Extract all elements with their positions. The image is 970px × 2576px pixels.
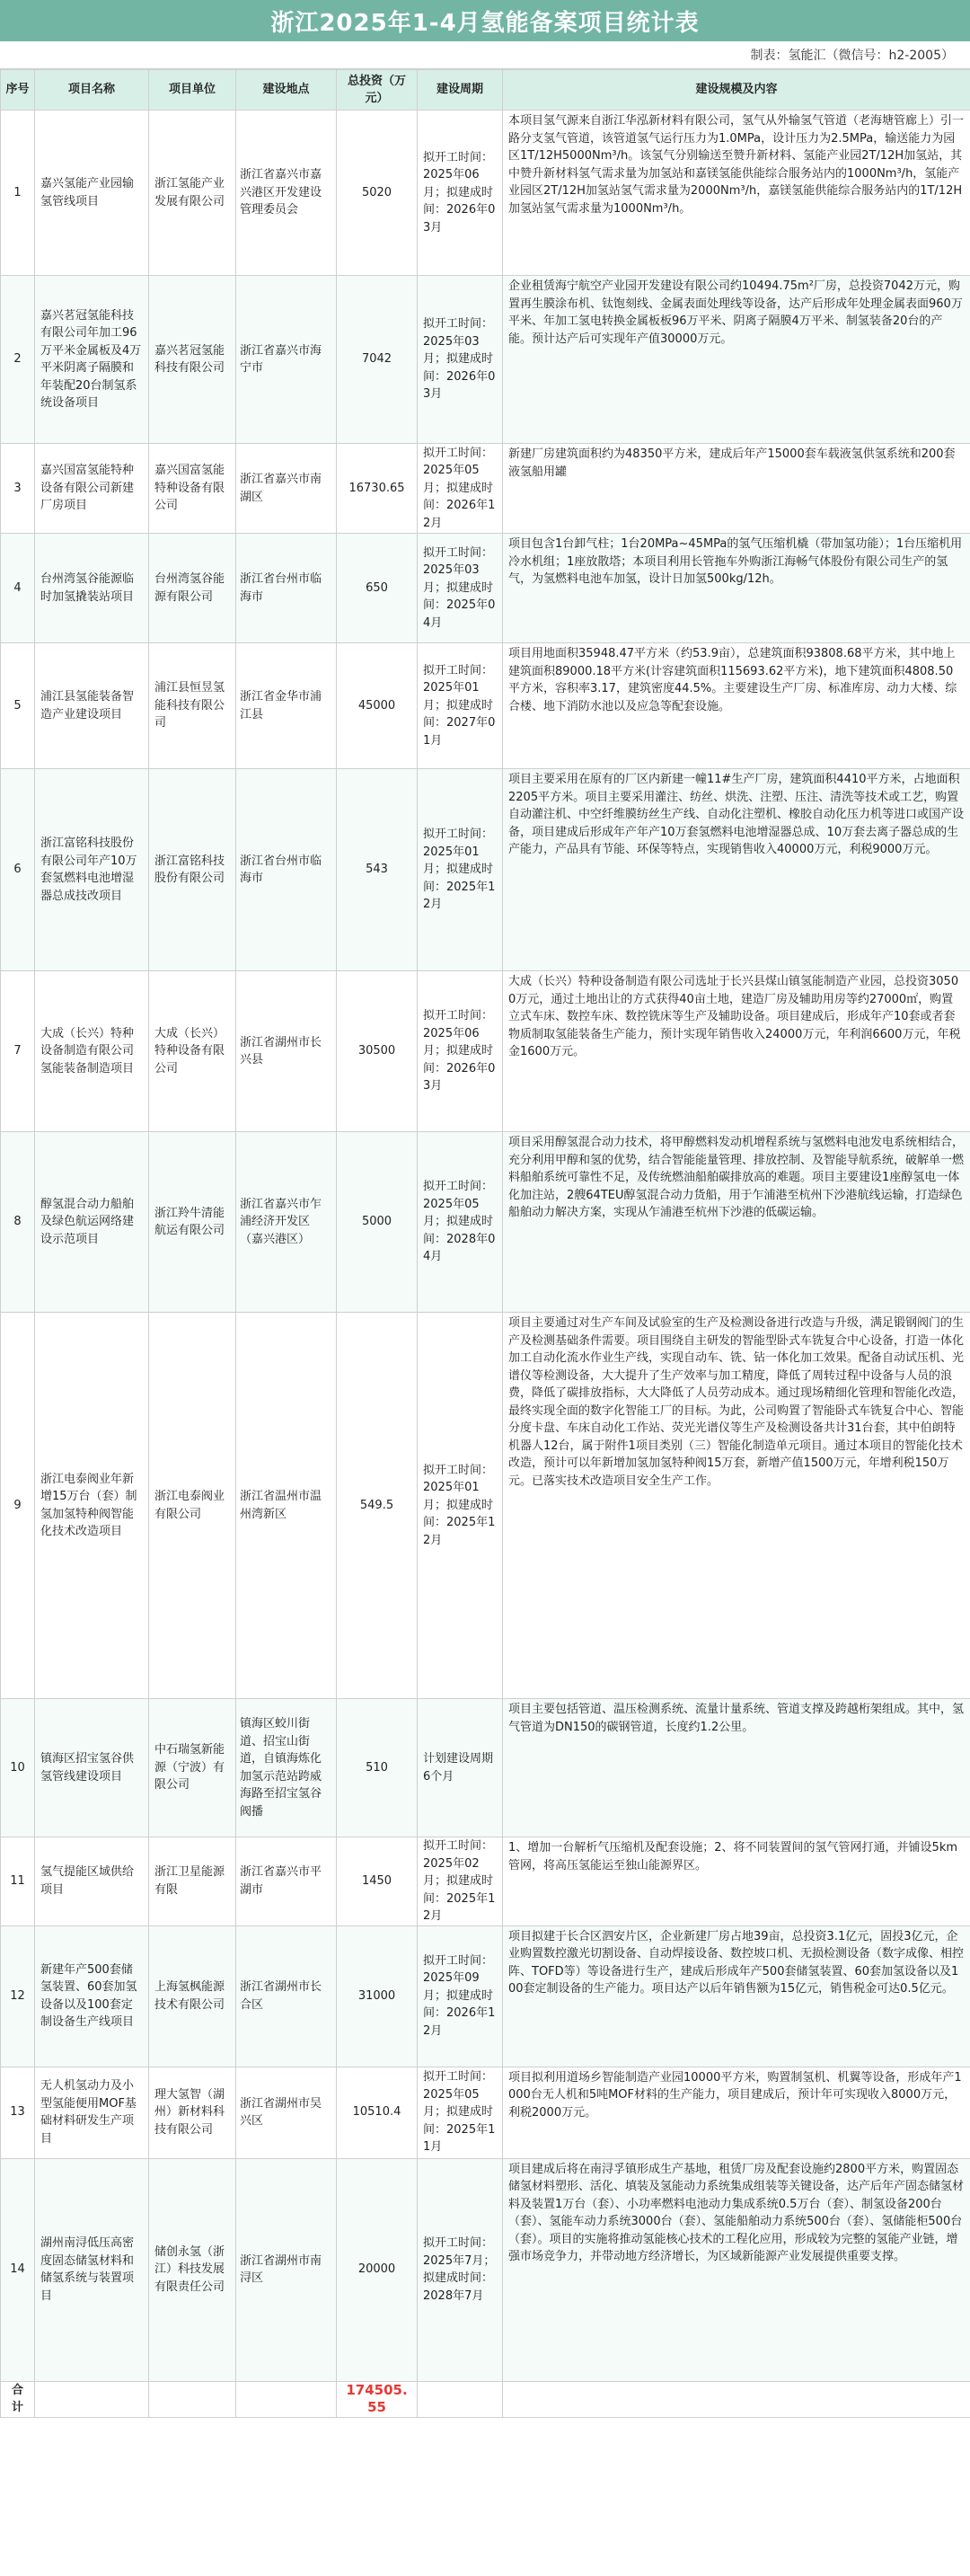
row-location: 浙江省嘉兴市平湖市	[236, 1837, 337, 1926]
row-no: 12	[1, 1925, 35, 2067]
row-investment: 5020	[337, 111, 418, 276]
row-no: 14	[1, 2158, 35, 2381]
row-period: 拟开工时间：2025年05月；拟建成时间：2025年11月	[418, 2067, 503, 2158]
row-no: 8	[1, 1132, 35, 1313]
row-scale: 新建厂房建筑面积约为48350平方米，建成后年产15000套车载液氢供氢系统和200套液氢船用罐	[503, 444, 970, 534]
row-scale: 大成（长兴）特种设备制造有限公司选址于长兴县煤山镇氢能制造产业园，总投资30500万元，通过土地出让的方式获得40亩土地，建造厂房及辅助用房等约27000㎡，购置立式车床、数控车床、数控铣床等生产及辅助设备。项目建成后，形成年产10套或者套物质制取氢能装备生产能力，预计实现年销售收入24000万元，年利润6600万元，年税金1600万元。	[503, 971, 970, 1132]
row-project-name: 台州湾氢谷能源临时加氢撬装站项目	[35, 534, 149, 643]
row-investment: 16730.65	[337, 444, 418, 534]
total-label: 合计	[1, 2381, 35, 2417]
row-no: 13	[1, 2067, 35, 2158]
row-no: 6	[1, 769, 35, 971]
row-location: 浙江省湖州市长兴县	[236, 971, 337, 1132]
row-investment: 549.5	[337, 1313, 418, 1699]
row-project-unit: 台州湾氢谷能源有限公司	[149, 534, 236, 643]
row-no: 2	[1, 276, 35, 444]
row-location: 浙江省湖州市长合区	[236, 1925, 337, 2067]
row-period: 计划建设周期6个月	[418, 1699, 503, 1837]
row-investment: 510	[337, 1699, 418, 1837]
row-investment: 650	[337, 534, 418, 643]
row-period: 拟开工时间：2025年06月；拟建成时间：2026年03月	[418, 971, 503, 1132]
row-investment: 30500	[337, 971, 418, 1132]
table-row	[1, 1837, 970, 1926]
row-investment: 7042	[337, 276, 418, 444]
row-location: 浙江省湖州市吴兴区	[236, 2067, 337, 2158]
total-investment: 174505.55	[337, 2381, 418, 2417]
row-scale: 项目包含1台卸气柱；1台20MPa~45MPa的氢气压缩机橇（带加氢功能）；1台压缩机用冷水机组；1座放散塔；本项目利用长管拖车外购浙江海畅气体股份有限公司生产的氢气，为氢燃料电池车加氢，设计日加氢500kg/12h。	[503, 534, 970, 643]
header-location: 建设地点	[236, 70, 337, 111]
row-scale: 项目采用醇氢混合动力技术，将甲醇燃料发动机增程系统与氢燃料电池发电系统相结合，充分利用甲醇和氢的优势，结合智能能量管理、排放控制、及智能导航系统，破解单一燃料船舶系统可靠性不足，及传统燃油船舶碳排放高的难题。项目主要建设1座醇氢电一体化加注站，2艘64TEU醇氢混合动力货船，用于乍浦港至杭州下沙港航线运输，打造绿色船舶动力解决方案，实现从乍浦港至杭州下沙港的低碳运输。	[503, 1132, 970, 1313]
row-period: 拟开工时间：2025年03月；拟建成时间：2025年04月	[418, 534, 503, 643]
row-project-unit: 浦江县恒昱氢能科技有限公司	[149, 643, 236, 769]
row-period: 拟开工时间：2025年01月；拟建成时间：2025年12月	[418, 1313, 503, 1699]
table-row	[1, 1925, 970, 2067]
row-investment: 45000	[337, 643, 418, 769]
row-project-name: 嘉兴茗冠氢能科技有限公司年加工96万平米金属板及4万平米阴离子隔膜和年装配20台制氢系统设备项目	[35, 276, 149, 444]
row-project-unit: 浙江卫星能源有限	[149, 1837, 236, 1926]
row-location: 浙江省台州市临海市	[236, 534, 337, 643]
row-project-unit: 浙江富铭科技股份有限公司	[149, 769, 236, 971]
row-investment: 1450	[337, 1837, 418, 1926]
row-location: 浙江省湖州市南浔区	[236, 2158, 337, 2381]
row-scale: 项目用地面积35948.47平方米（约53.9亩），总建筑面积93808.68平方米，其中地上建筑面积89000.18平方米(计容建筑面积115693.62平方米)，地下建筑面积4808.50平方米，容积率3.17，建筑密度44.5%。主要建设生产厂房、标准库房、动力大楼、综合楼、地下消防水池以及应急等配套设施。	[503, 643, 970, 769]
row-scale: 项目主要采用在原有的厂区内新建一幢11#生产厂房，建筑面积4410平方米，占地面积2205平方米。项目主要采用灌注、纺丝、烘洗、注塑、压注、清洗等技术或工艺，购置自动灌注机、中空纤维膜纺丝生产线、自动化注塑机、橡胶自动化压力机等进口或国产设备，项目建成后形成年产年产10万套氢燃料电池增湿器总成、10万套去离子器总成的生产能力，产品具有节能、环保等特点，实现销售收入40000万元，利税9000万元。	[503, 769, 970, 971]
row-location: 浙江省嘉兴市海宁市	[236, 276, 337, 444]
row-project-name: 醇氢混合动力船舶及绿色航运网络建设示范项目	[35, 1132, 149, 1313]
table-maker-note: 制表：氢能汇（微信号：h2-2005）	[0, 41, 970, 69]
row-scale: 项目主要包括管道、温压检测系统、流量计量系统、管道支撑及跨越桁架组成。其中，氢气管道为DN150的碳钢管道，长度约1.2公里。	[503, 1699, 970, 1837]
row-no: 1	[1, 111, 35, 276]
row-location: 浙江省台州市临海市	[236, 769, 337, 971]
row-scale: 1、增加一台解析气压缩机及配套设施；2、将不同装置间的氢气管网打通，并铺设5km管网，将高压氢能运至独山能源界区。	[503, 1837, 970, 1926]
row-investment: 20000	[337, 2158, 418, 2381]
row-no: 3	[1, 444, 35, 534]
row-investment: 543	[337, 769, 418, 971]
table-row	[1, 2158, 970, 2381]
row-project-unit: 浙江氢能产业发展有限公司	[149, 111, 236, 276]
row-project-name: 浦江县氢能装备智造产业建设项目	[35, 643, 149, 769]
header-scale: 建设规模及内容	[503, 70, 970, 111]
row-period: 拟开工时间：2025年05月；拟建成时间：2028年04月	[418, 1132, 503, 1313]
row-period: 拟开工时间：2025年02月；拟建成时间：2025年12月	[418, 1837, 503, 1926]
row-period: 拟开工时间：2025年01月；拟建成时间：2027年01月	[418, 643, 503, 769]
row-no: 11	[1, 1837, 35, 1926]
table-row	[1, 534, 970, 643]
row-scale: 项目主要通过对生产车间及试验室的生产及检测设备进行改造与升级，满足锻钢阀门的生产及检测基础条件需要。项目围绕自主研发的智能型卧式车铣复合中心设备，打造一体化加工自动化流水作业生产线，实现自动车、铣、钻一体化加工效果。配备自动试压机、光谱仪等检测设备，大大提升了生产效率与加工精度，降低了周转过程中设备与人员的浪费，降低了碳排放指标，大大降低了人员劳动成本。通过现场精细化管理和智能化改造，最终实现全面的数字化智能工厂的目标。为此，公司购置了智能卧式车铣复合中心、智能分度卡盘、车床自动化工作站、荧光光谱仪等生产及检测设备共计31台套，其中伯朗特机器人12台，属于附件1项目类别（三）智能化制造单元项目。通过本项目的智能化技术改造，预计可以年新增加氢加氢特种阀15万套，新增产值1500万元，年增利税150万元。已落实技术改造项目安全生产工作。	[503, 1313, 970, 1699]
row-investment: 31000	[337, 1925, 418, 2067]
row-no: 10	[1, 1699, 35, 1837]
row-project-unit: 储创永氢（浙江）科技发展有限责任公司	[149, 2158, 236, 2381]
row-project-name: 嘉兴国富氢能特种设备有限公司新建厂房项目	[35, 444, 149, 534]
row-investment: 10510.4	[337, 2067, 418, 2158]
row-project-unit: 浙江电泰阀业有限公司	[149, 1313, 236, 1699]
row-no: 7	[1, 971, 35, 1132]
table-row	[1, 1132, 970, 1313]
row-project-name: 嘉兴氢能产业园输氢管线项目	[35, 111, 149, 276]
row-period: 拟开工时间：2025年09月；拟建成时间：2026年12月	[418, 1925, 503, 2067]
table-header-row	[1, 70, 970, 111]
header-project-unit: 项目单位	[149, 70, 236, 111]
row-project-unit: 嘉兴茗冠氢能科技有限公司	[149, 276, 236, 444]
row-location: 浙江省温州市温州湾新区	[236, 1313, 337, 1699]
row-project-name: 浙江电泰阀业年新增15万台（套）制氢加氢特种阀智能化技术改造项目	[35, 1313, 149, 1699]
row-location: 浙江省嘉兴市乍浦经济开发区（嘉兴港区）	[236, 1132, 337, 1313]
row-scale: 项目建成后将在南浔孚镇形成生产基地，租赁厂房及配套设施约2800平方米，购置固态储氢材料塑形、活化、填装及氢能动力系统集成组装等关键设备，达产后年产固态储氢材料及装置1万台（套）、小功率燃料电池动力集成系统0.5万台（套）、制氢设备200台（套）、氢能车动力系统3000台（套）、氢能船舶动力系统500台（套）、氢储能柜500台（套）。项目的实施将推动氢能核心技术的工程化应用，形成较为完整的氢能产业链，增强市场竞争力，并带动地方经济增长，为区域新能源产业发展提供重要支撑。	[503, 2158, 970, 2381]
table-row	[1, 1313, 970, 1699]
table-row	[1, 444, 970, 534]
row-period: 拟开工时间：2025年05月；拟建成时间：2026年12月	[418, 444, 503, 534]
row-location: 浙江省嘉兴市南湖区	[236, 444, 337, 534]
row-location: 浙江省嘉兴市嘉兴港区开发建设管理委员会	[236, 111, 337, 276]
row-project-name: 大成（长兴）特种设备制造有限公司氢能装备制造项目	[35, 971, 149, 1132]
row-scale: 本项目氢气源来自浙江华泓新材料有限公司，氢气从外输氢气管道（老海塘管廊上）引一路分支氢气管道，该管道氢气运行压力为1.0MPa，设计压力为2.5MPa，输送能力为园区1T/12H5000Nm³/h。该氢气分别输送至赞升新材料、氢能产业园2T/12H加氢站，其中赞升新材料氢气需求量为加氢站和嘉镁氢能供能综合服务站内的1000Nm³/h，氢能产业园区2T/12H加氢站氢气需求量为2000Nm³/h，嘉镁氢能供能综合服务站内的1T/12H加氢站氢气需求量为1000Nm³/h。	[503, 111, 970, 276]
table-row	[1, 1699, 970, 1837]
row-project-name: 湖州南浔低压高密度固态储氢材料和储氢系统与装置项目	[35, 2158, 149, 2381]
row-project-unit: 大成（长兴）特种设备有限公司	[149, 971, 236, 1132]
row-project-unit: 理大氢智（湖州）新材料科技有限公司	[149, 2067, 236, 2158]
row-period: 拟开工时间：2025年7月；拟建成时间：2028年7月	[418, 2158, 503, 2381]
table-row	[1, 971, 970, 1132]
table-title: 浙江2025年1-4月氢能备案项目统计表	[0, 0, 970, 41]
row-no: 4	[1, 534, 35, 643]
header-project-name: 项目名称	[35, 70, 149, 111]
header-investment: 总投资（万元）	[337, 70, 418, 111]
header-period: 建设周期	[418, 70, 503, 111]
projects-table	[0, 69, 970, 2418]
row-scale: 企业租赁海宁航空产业园开发建设有限公司约10494.75m²厂房，总投资7042万元，购置再生膜涂布机、钛饱刻线、金属表面处理线等设备，达产后形成年处理金属表面960万平米、年加工氢电转换金属板板96万平米、阴离子隔膜4万平米、制氢装备20台的产能。预计达产后可实现年产值30000万元。	[503, 276, 970, 444]
table-row	[1, 2067, 970, 2158]
row-project-unit: 浙江羚牛清能航运有限公司	[149, 1132, 236, 1313]
row-project-name: 镇海区招宝氢谷供氢管线建设项目	[35, 1699, 149, 1837]
table-row	[1, 643, 970, 769]
row-period: 拟开工时间：2025年03月；拟建成时间：2026年03月	[418, 276, 503, 444]
row-scale: 项目拟建于长合区泗安片区，企业新建厂房占地39亩，总投资3.1亿元，固投3亿元，企业购置数控激光切割设备、自动焊接设备、数控坡口机、无损检测设备（数字成像、相控阵、TOFD等）等设备进行生产，建成后形成年产500套储氢装置、60套加氢设备以及100套定制设备的生产能力。项目达产以后年销售额为15亿元，销售税金可达0.5亿元。	[503, 1925, 970, 2067]
total-row	[1, 2381, 970, 2417]
row-location: 镇海区蛟川街道、招宝山街道，自镇海炼化加氢示范站跨威海路至招宝氢谷阀播	[236, 1699, 337, 1837]
row-project-name: 无人机氢动力及小型氢能便用MOF基础材料研发生产项目	[35, 2067, 149, 2158]
row-project-name: 浙江富铭科技股份有限公司年产10万套氢燃料电池增湿器总成技改项目	[35, 769, 149, 971]
table-row	[1, 276, 970, 444]
row-period: 拟开工时间：2025年06月；拟建成时间：2026年03月	[418, 111, 503, 276]
row-no: 5	[1, 643, 35, 769]
table-row	[1, 111, 970, 276]
row-location: 浙江省金华市浦江县	[236, 643, 337, 769]
table-row	[1, 769, 970, 971]
row-project-unit: 嘉兴国富氢能特种设备有限公司	[149, 444, 236, 534]
row-project-name: 新建年产500套储氢装置、60套加氢设备以及100套定制设备生产线项目	[35, 1925, 149, 2067]
header-no: 序号	[1, 70, 35, 111]
row-scale: 项目拟利用道场乡智能制造产业园10000平方米，购置制氢机、机翼等设备，形成年产1000台无人机和5吨MOF材料的生产能力，项目建成后，预计年可实现收入8000万元，利税2000万元。	[503, 2067, 970, 2158]
row-period: 拟开工时间：2025年01月；拟建成时间：2025年12月	[418, 769, 503, 971]
row-project-unit: 上海氢枫能源技术有限公司	[149, 1925, 236, 2067]
row-no: 9	[1, 1313, 35, 1699]
row-project-unit: 中石瑞氢新能源（宁波）有限公司	[149, 1699, 236, 1837]
row-investment: 5000	[337, 1132, 418, 1313]
row-project-name: 氢气提能区域供给项目	[35, 1837, 149, 1926]
